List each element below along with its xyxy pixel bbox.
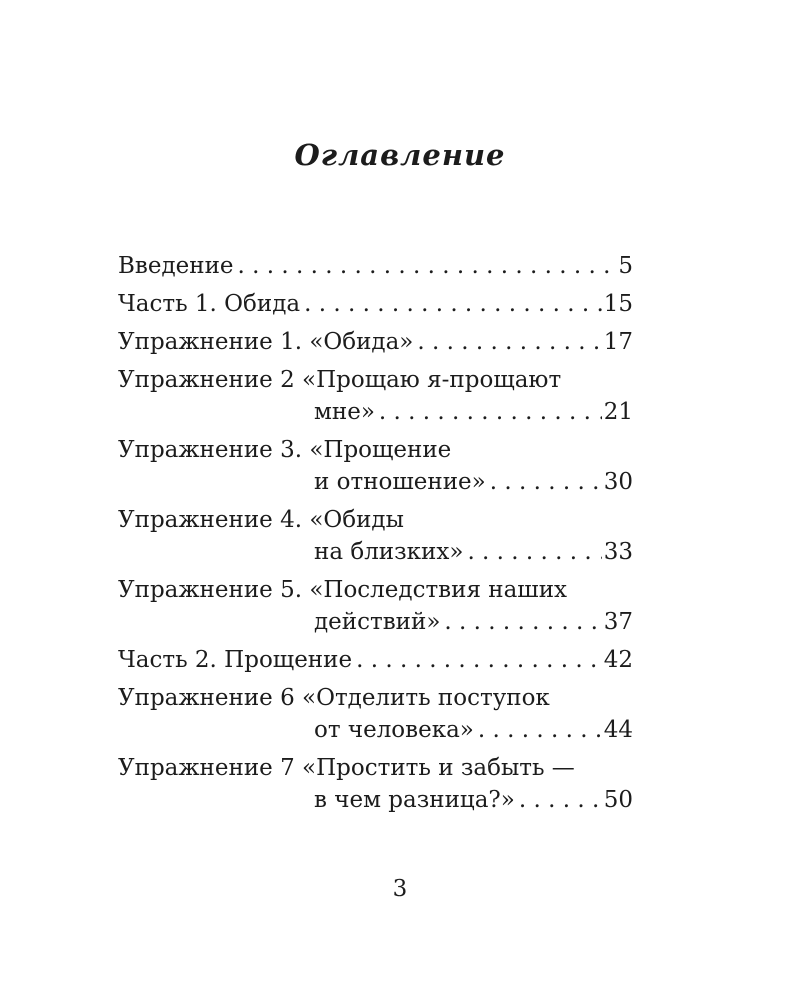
toc-entry-title: Упражнение 3. «Прощение (118, 437, 452, 463)
dot-leader (490, 466, 602, 498)
dot-leader (238, 250, 617, 282)
toc-entry-title-continued: на близких» (314, 539, 464, 565)
toc-page-number: 33 (603, 539, 633, 565)
toc-entry[interactable] (118, 326, 633, 358)
toc-line (118, 784, 633, 816)
dot-leader (379, 396, 602, 428)
toc-entry-title: Упражнение 6 «Отделить поступок (118, 685, 550, 711)
toc-entry-title: Введение (118, 253, 234, 279)
toc-entry[interactable] (118, 752, 633, 816)
toc-line (118, 714, 633, 746)
dot-leader (519, 784, 602, 816)
toc-page-number: 42 (603, 647, 633, 673)
toc-entry[interactable] (118, 504, 633, 568)
toc-line (118, 434, 633, 466)
toc-entry[interactable] (118, 682, 633, 746)
toc-page-number: 21 (603, 399, 633, 425)
toc-entry[interactable] (118, 364, 633, 428)
toc-line (118, 396, 633, 428)
table-of-contents (118, 250, 633, 822)
toc-line (118, 752, 633, 784)
toc-entry[interactable] (118, 434, 633, 498)
toc-line (118, 364, 633, 396)
toc-entry-title: Часть 2. Прощение (118, 647, 353, 673)
dot-leader (417, 326, 601, 358)
toc-page-number: 44 (603, 717, 633, 743)
page-title: Оглавление (294, 138, 506, 172)
toc-entry-title-continued: мне» (314, 399, 375, 425)
toc-entry-title: Упражнение 1. «Обида» (118, 329, 414, 355)
toc-entry-title: Упражнение 7 «Простить и забыть — (118, 755, 575, 781)
toc-entry-title: Часть 1. Обида (118, 291, 301, 317)
toc-entry[interactable] (118, 250, 633, 282)
toc-page-number: 30 (603, 469, 633, 495)
toc-page-number: 15 (603, 291, 633, 317)
toc-entry-title-continued: действий» (314, 609, 441, 635)
toc-page-number: 17 (603, 329, 633, 355)
toc-entry-title: Упражнение 4. «Обиды (118, 507, 404, 533)
toc-line (118, 288, 633, 320)
dot-leader (467, 536, 601, 568)
dot-leader (356, 644, 602, 676)
toc-line (118, 536, 633, 568)
toc-line (118, 682, 633, 714)
toc-entry-title-continued: и отношение» (314, 469, 486, 495)
toc-entry-title-continued: от человека» (314, 717, 474, 743)
dot-leader (478, 714, 602, 746)
toc-line (118, 250, 633, 282)
dot-leader (444, 606, 601, 638)
toc-line (118, 574, 633, 606)
toc-entry[interactable] (118, 644, 633, 676)
toc-page-number: 37 (603, 609, 633, 635)
toc-line (118, 644, 633, 676)
dot-leader (304, 288, 602, 320)
toc-line (118, 466, 633, 498)
toc-entry-title: Упражнение 2 «Прощаю я-прощают (118, 367, 562, 393)
toc-line (118, 504, 633, 536)
toc-line (118, 326, 633, 358)
toc-entry[interactable] (118, 288, 633, 320)
toc-entry-title-continued: в чем разница?» (314, 787, 515, 813)
page-number: 3 (392, 876, 408, 902)
toc-entry-title: Упражнение 5. «Последствия наших (118, 577, 567, 603)
toc-page-number: 5 (618, 253, 633, 279)
toc-page-number: 50 (603, 787, 633, 813)
toc-entry[interactable] (118, 574, 633, 638)
toc-line (118, 606, 633, 638)
